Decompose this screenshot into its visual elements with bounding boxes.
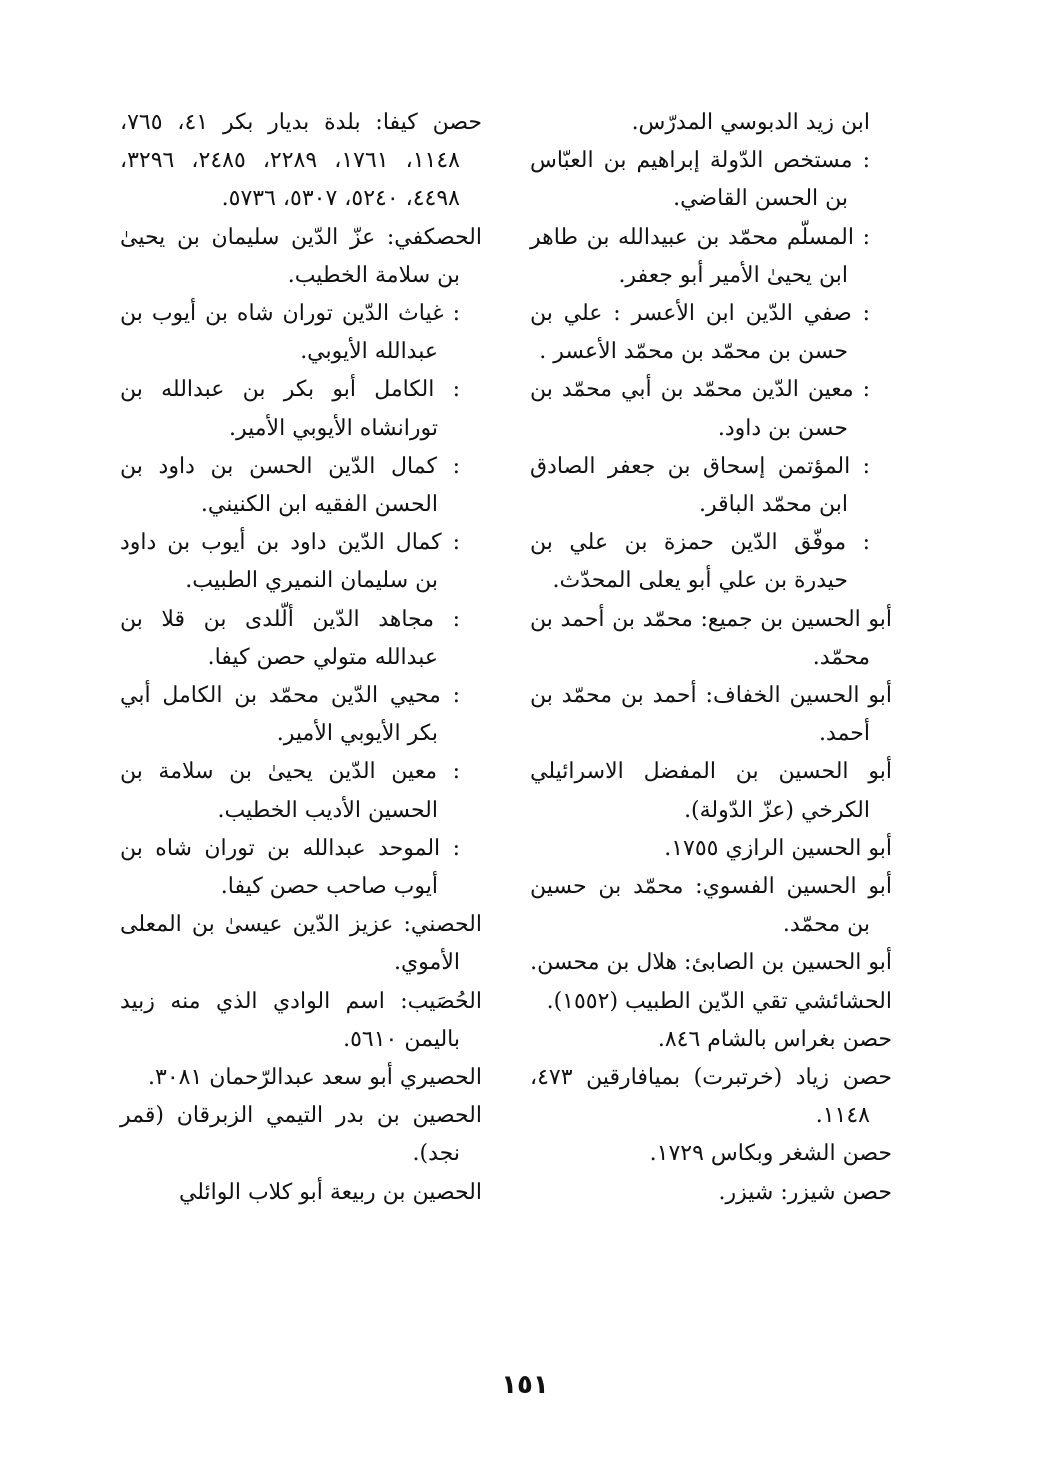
index-entry: أبو الحسين بن جميع: محمّد بن أحمد بن محمّد.: [530, 606, 892, 670]
index-entry: ابن زيد الدبوسي المدرّس.: [631, 110, 870, 135]
index-entry: الحصيري أبو سعد عبدالرّحمان ٣٠٨١.: [148, 1065, 482, 1091]
index-entry: الحصين بن بدر التيمي الزبرقان (قمر نجد).: [120, 1103, 482, 1167]
index-entry: الحشائشي تقي الدّين الطبيب (١٥٥٢).: [546, 988, 892, 1014]
index-entry: أبو الحسين الفسوي: محمّد بن حسين بن محمّد.: [530, 874, 892, 938]
index-entry: : معين الدّين محمّد بن أبي محمّد بن حسن بن داود.: [530, 377, 870, 441]
index-entry: حصن زياد (خرتبرت) بميافارقين ٤٧٣، ١١٤٨.: [530, 1065, 892, 1129]
right-column: [530, 104, 892, 1212]
index-entry: : المؤتمن إسحاق بن جعفر الصادق ابن محمّد الباقر.: [530, 453, 870, 518]
index-entry: : مستخص الدّولة إبراهيم بن العبّاس بن الحسن القاضي.: [530, 148, 870, 212]
index-entry: : المسلّم محمّد بن عبيدالله بن طاهر ابن يحيىٰ الأمير أبو جعفر.: [530, 224, 870, 288]
index-entry: : الكامل أبو بكر بن عبدالله بن تورانشاه الأيوبي الأمير.: [120, 377, 460, 441]
index-entry: : مجاهد الدّين ألّلدى بن قلا بن عبدالله متولي حصن كيفا.: [120, 606, 460, 670]
page-number: ١٥١: [501, 1370, 549, 1400]
index-entry: : كمال الدّين الحسن بن داود بن الحسن الفقيه ابن الكنيني.: [120, 453, 460, 518]
index-entry: : معين الدّين يحيىٰ بن سلامة بن الحسين الأديب الخطيب.: [120, 759, 460, 823]
index-entry: الحُصَيب: اسم الوادي الذي منه زبيد باليمن ٥٦١٠.: [120, 988, 482, 1052]
index-entry: : غياث الدّين توران شاه بن أيوب بن عبدالله الأيوبي.: [120, 301, 460, 365]
index-entry: الحصني: عزيز الدّين عيسىٰ بن المعلى الأموي.: [120, 912, 482, 976]
index-entry: : موفّق الدّين حمزة بن علي بن حيدرة بن علي أبو يعلى المحدّث.: [530, 530, 870, 594]
index-entry: حصن بغراس بالشام ٨٤٦.: [657, 1026, 892, 1052]
left-column: [120, 104, 482, 1212]
index-entry: : الموحد عبدالله بن توران شاه بن أيوب صاحب حصن كيفا.: [120, 835, 460, 900]
index-entry: الحصين بن ربيعة أبو كلاب الوائلي: [178, 1179, 482, 1205]
index-entry: الحصكفي: عزّ الدّين سليمان بن يحيىٰ بن سلامة الخطيب.: [120, 224, 482, 288]
index-entry: أبو الحسين بن الصابئ: هلال بن محسن.: [530, 950, 892, 976]
index-entry: أبو الحسين بن المفضل الاسرائيلي الكرخي (عزّ الدّولة).: [530, 759, 892, 823]
index-entry: حصن شيزر: شيزر.: [718, 1179, 892, 1205]
index-entry: : محيي الدّين محمّد بن الكامل أبي بكر الأيوبي الأمير.: [120, 683, 460, 747]
index-entry: حصن الشغر وبكاس ١٧٢٩.: [649, 1141, 892, 1167]
index-entry: حصن كيفا: بلدة بديار بكر ٤١، ٧٦٥، ١١٤٨، ١٧٦١، ٢٢٨٩، ٢٤٨٥، ٣٢٩٦، ٤٤٩٨، ٥٢٤٠، ٥٣٠٧، ٥٧٣٦.: [120, 110, 482, 212]
index-entry: : كمال الدّين داود بن أيوب بن داود بن سليمان النميري الطبيب.: [120, 530, 460, 594]
index-entry: أبو الحسين الخفاف: أحمد بن محمّد بن أحمد.: [530, 683, 892, 747]
index-entry: : صفي الدّين ابن الأعسر : علي بن حسن بن محمّد بن محمّد الأعسر .: [530, 301, 870, 365]
index-entry: أبو الحسين الرازي ١٧٥٥.: [664, 835, 892, 861]
